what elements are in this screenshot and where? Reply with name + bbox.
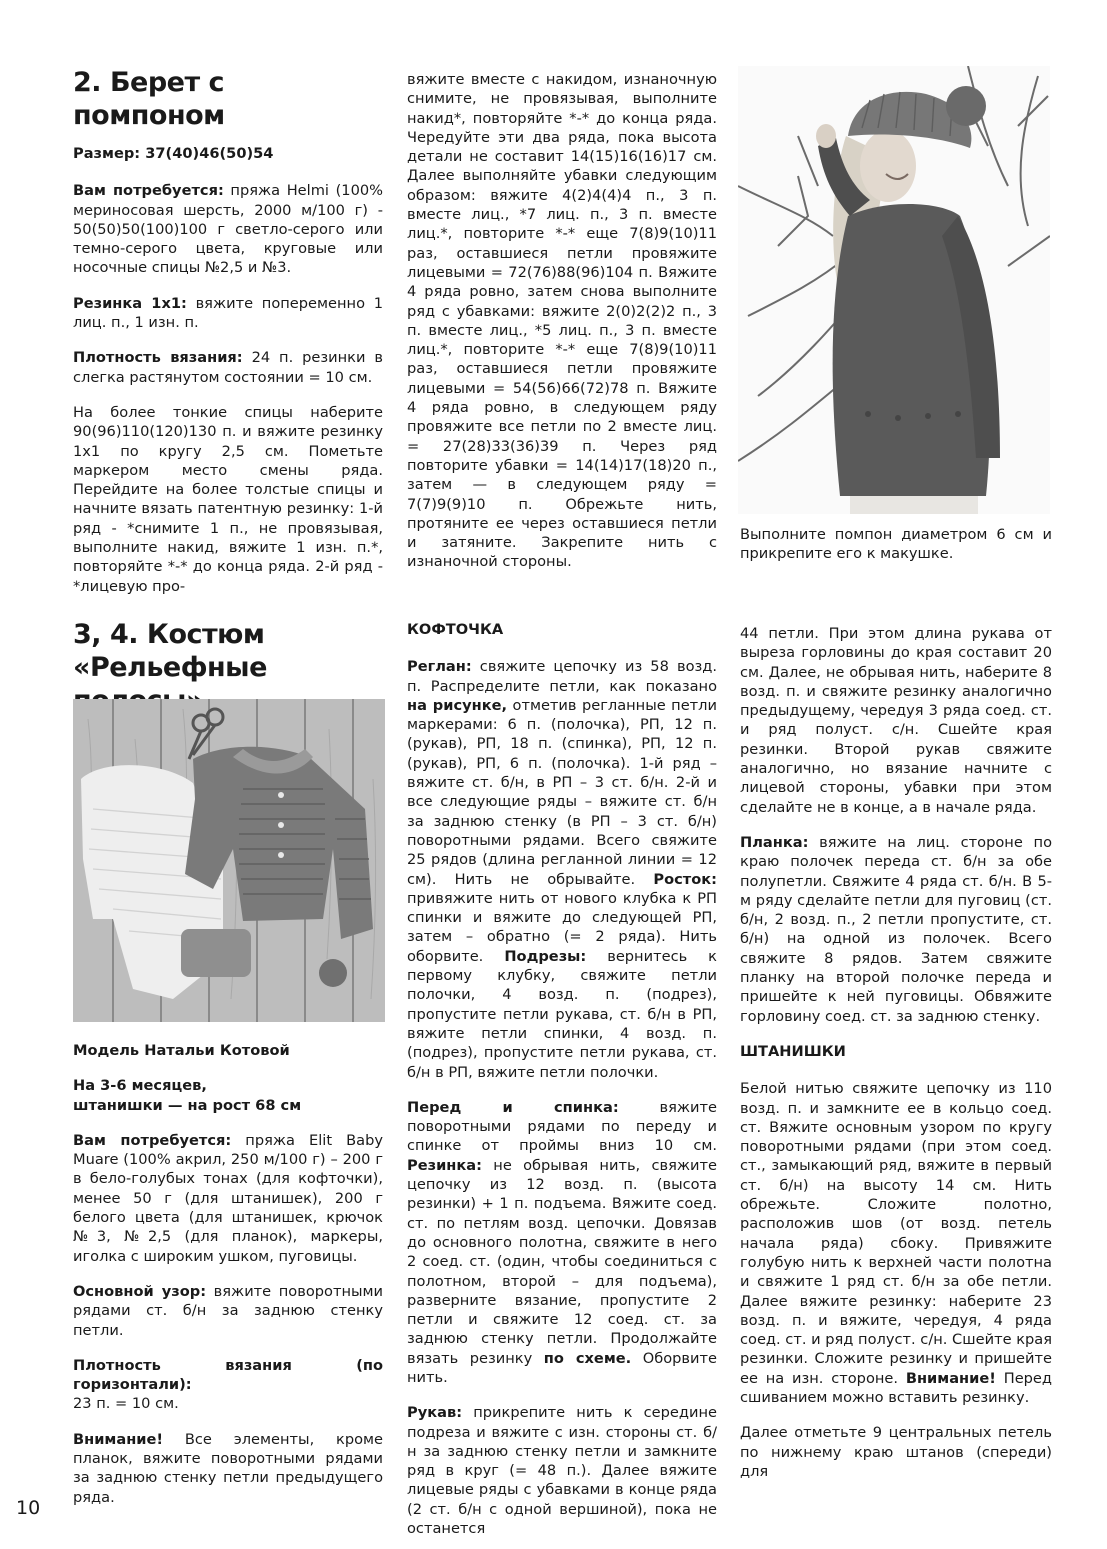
suit-requirements: Вам потребуется: пряжа Elit Baby Muare (100% акрил, 250 м/100 г) – 200 г в бело-голубых тонах (для кофточки), менее 50 г (для штанишек), 200 г белого цвета (для штанишек, крючок №3, №2,5 (для планок), маркеры, иголка с широким ушком, пуговицы. [73,1131,383,1265]
beret-column-2 [407,70,717,572]
sweater-heading: КОФТОЧКА [407,621,504,638]
suit-author: Модель Натальи Котовой [73,1042,290,1059]
crochet-suit-illustration [73,699,385,1022]
pants-last-text: Далее отметьте 9 центральных петель по нижнему краю штанов (спереди) для [740,1424,1052,1480]
sweater-sleeve: Рукав: прикрепите нить к середине подреза и вяжите с изн. стороны ст. б/н за заднюю стенку петли и замкните ряд в круг (= 48 п.). Далее вяжите лицевые ряды с убавками в конце ряда (2 ст. б/н с одной вершиной), пока не останется [407,1404,717,1538]
suit-column-3 [740,624,1052,1481]
girl-in-beret-illustration [738,66,1050,514]
suit-density: Плотность вязания (по горизонтали): 23 п. = 10 см. [73,1356,383,1413]
suit-main-pattern: Основной узор: вяжите поворотными рядами ст. б/н за заднюю стенку петли. [73,1282,384,1339]
pants-heading: ШТАНИШКИ [740,1042,846,1060]
beret-pompom-text: Выполните помпон диаметром 6 см и прикрепите его к макушке. [740,526,1052,563]
sweater-front-back: Перед и спинка: вяжите поворотными рядами по переду и спинке от проймы вниз 10 см. Резинка: не обрывая нить, свяжите цепочку из 12 возд. п. (высота резинки) + 1 п. подъема. Вяжите соед. ст. по петлям возд. цепочки. Довязав до основного полотна, свяжите в него 2 соед. ст. (один, чтобы соединиться с полотном, второй – для подъема), разверните вязание, пропустите 2 петли и свяжите 12 соед. ст. за заднюю стенку петли. Продолжайте вязать резинку по схеме. Оборвите нить. [407,1098,718,1386]
sweater-sleeve-continued: 44 петли. При этом длина рукава от выреза горловины до края составит 20 см. Далее, не обрывая нить, наберите 8 возд. п. и свяжите резинку аналогично предыдущему, чередуя 3 ряда соед. ст. и ряд полуст. с/н. Сшейте края резинки. Второй рукав свяжите аналогично, но вязание начните с лицевой стороны, убавки при этом сделайте не в конце, а в начале ряда. [740,625,1052,816]
page-number: 10 [16,1497,41,1519]
sweater-raglan: Реглан: свяжите цепочку из 58 возд. п. Распределите петли, как показано на рисунке, отметив регланные петли маркерами: 6 п. (полочка), РП, 12 п. (рукав), РП, 18 п. (спинка), РП, 12 п. (рукав), РП, 6 п. (полочка). 1-й ряд – вяжите ст. б/н, в РП – 3 ст. б/н. 2-й и все следующие ряды – вяжите ст. б/н за заднюю стенку (в РП – 3 ст. б/н) поворотными рядами. Всего свяжите 25 рядов (длина регланной линии = 12 см). Нить не обрывайте. Росток: привяжите нить от нового клубка к РП спинки и вяжите до следующей РП, затем – обратно (= 2 ряда). Нить оборвите. Подрезы: вернитесь к первому клубку, свяжите петли полочки, 4 возд. п. (подрез), пропустите петли рукава, ст. б/н в РП, вяжите петли спинки, 4 возд. п. (подрез), пропустите петли рукава, ст. б/н в РП, вяжите петли полочки. [407,658,718,1081]
beret-density: Плотность вязания: 24 п. резинки в слегка растянутом состоянии = 10 см. [73,349,383,386]
beret-requirements: Вам потребуется: пряжа Helmi (100% мериносовая шерсть, 2000 м/100 г) - 50(50)50(100)100 г светло-серого или темно-серого цвета, круговые или носочные спицы №2,5 и №3. [73,182,384,277]
beret-size: Размер: 37(40)46(50)54 [73,145,274,162]
beret-continued-text: вяжите вместе с накидом, изнаночную снимите, не провязывая, выполните накид*, повторяйте *-* до конца ряда. Чередуйте эти два ряда, пока высота детали не составит 14(15)16(16)17 см. Далее выполняйте убавки следующим образом: вяжите 4(2)4(4)4 п., 3 п. вместе лиц., *7 лиц. п., 3 п. вместе лиц.*, повторите *-* еще 7(8)9(10)11 раз, оставшиеся петли провяжите лицевыми = 72(76)88(96)104 п. Вяжите 4 ряда ровно, затем снова выполните ряд с убавками: вяжите 2(0)2(2)2 п., 3 п. вместе лиц., *5 лиц. п., 3 п. вместе лиц.*, повторите *-* еще 7(8)9(10)11 раз, оставшиеся петли провяжите лицевыми = 54(56)66(72)78 п. Вяжите 4 ряда ровно, в следующем ряду провяжите все петли по 2 вместе лиц. = 27(28)33(36)39 п. Через ряд повторите убавки = 14(14)17(18)20 п., затем — в следующем ряду = 7(7)9(9)10 п. Обрежьте нить, протяните ее через оставшиеся петли и затяните. Закрепите нить с изнаночной стороны. [407,71,717,571]
beret-photo [738,66,1050,514]
suit-attention: Внимание! Все элементы, кроме планок, вяжите поворотными рядами за заднюю стенку петли предыдущего ряда. [73,1430,384,1506]
pants-text: Белой нитью свяжите цепочку из 110 возд. п. и замкните ее в кольцо соед. ст. Вяжите основным узором по кругу поворотными рядами (при этом соед. ст., замыкающий ряд, вяжите в первый ст. б/н) на высоту 14 см. Нить обрежьте. Сложите полотно, расположив шов (от возд. петель начала ряда) сбоку. Привяжите голубую нить к верхней части полотна и свяжите 1 ряд ст. б/н за обе петли. Далее вяжите резинку: наберите 23 возд. п. и вяжите, чередуя, 4 ряда соед. ст. и ряд полуст. с/н. Сшейте края резинки. Сложите резинку и пришейте ее на изн. стороне. Внимание! Перед сшиванием можно вставить резинку. [740,1080,1053,1406]
suit-title-line1: 3, 4. Костюм [73,619,265,650]
beret-main-text: На более тонкие спицы наберите 90(96)110(120)130 п. и вяжите резинку 1х1 по кругу 2,5 см. Пометьте маркером место смены ряда. Перейдите на более толстые спицы и начните вязать патентную резинку: 1-й ряд - *снимите 1 п., не провязывая, выполните накид, вяжите 1 изн. п.*, повторяйте *-* до конца ряда. 2-й ряд - *лицевую про- [73,403,383,595]
beret-title: 2. Берет с помпоном [73,67,225,131]
yarn-ball [319,959,347,987]
suit-column-1-text [73,1041,383,1507]
sweater-placket: Планка: вяжите на лиц. стороне по краю полочек переда ст. б/н за обе полупетли. Свяжите 4 ряда ст. б/н. В 5-м ряду сделайте петли для пуговиц (ст. б/н, 2 возд. п., 2 петли пропустите, ст. б/н) на одной из полочек. Всего свяжите 8 рядов. Затем свяжите планку на второй полочке переда и пришейте к ней пуговицы. Обвяжите горловину соед. ст. за заднюю стенку. [740,833,1052,1025]
suit-title-line2: «Рельефные [73,652,267,683]
suit-photo [73,699,385,1022]
beret-column-1 [73,66,383,596]
suit-column-2 [407,620,717,1538]
beret-column-3 [740,525,1052,564]
pompom [946,86,986,126]
suit-size: На 3-6 месяцев, штанишки — на рост 68 см [73,1077,302,1114]
beret-rib: Резинка 1х1: вяжите попеременно 1 лиц. п., 1 изн. п. [73,294,384,332]
